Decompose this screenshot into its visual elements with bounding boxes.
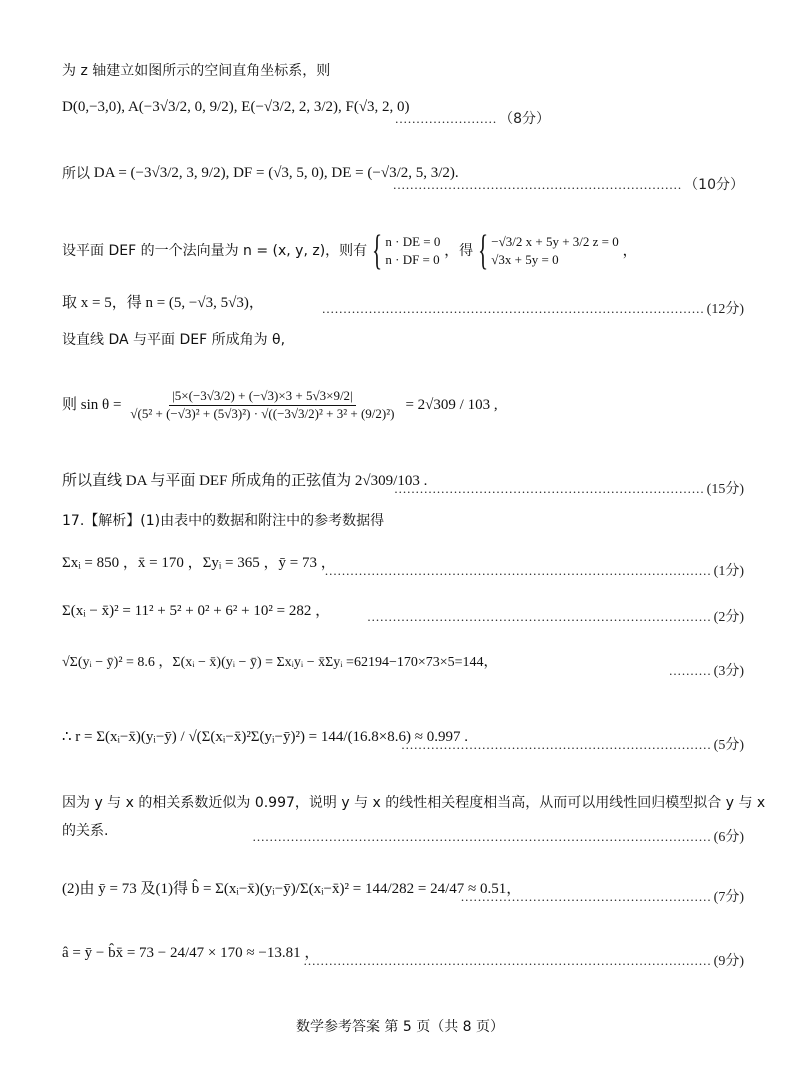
normal-system-2 (491, 233, 618, 268)
corr-text2: 的关系. (62, 823, 109, 839)
normal-sys2a: −√3/2 x + 5y + 3/2 z = 0 (491, 234, 619, 250)
sin-fraction (127, 389, 397, 421)
normal-sys2b: √3x + 5y = 0 (491, 252, 559, 267)
b-line (62, 882, 521, 897)
score-10-label: （10分） (684, 177, 744, 193)
score-8: ........................ （8分） (395, 111, 550, 127)
left-brace-1: { (372, 228, 383, 274)
sum-xy-line (62, 656, 498, 670)
score-15-label: (15分) (706, 482, 744, 497)
score-8-label: （8分） (499, 111, 550, 127)
score-9: ................................................................................................ (9分) (303, 953, 744, 969)
a-text: â = ȳ − b̂x̄ = 73 − 24/47 × 170 ≈ −13.81 ， (62, 945, 320, 961)
score-5: ......................................................................... (5分) (401, 737, 744, 753)
corr-text: 因为 y 与 x 的相关系数近似为 0.997，说明 y 与 x 的线性相关程度相当高，从而可以用线性回归模型拟合 y 与 x (62, 795, 766, 811)
corr-text-line2 (62, 824, 108, 838)
intro-text (62, 64, 330, 78)
left-brace-2: { (478, 228, 489, 274)
score-1: ........................................................................................... (1分) (324, 563, 744, 579)
score-9-label: (9分) (713, 954, 744, 969)
sin-numerator: |5×(−3√3/2) + (−√3)×3 + 5√3×9/2| (169, 389, 355, 405)
score-3-label: (3分) (713, 664, 744, 679)
sin-result: = 2√309 / 103 , (405, 396, 498, 413)
score-10: .................................................................... （10分） (393, 177, 744, 193)
intro-label: 为 z 轴建立如图所示的空间直角坐标系，则 (62, 63, 331, 79)
score-2-label: (2分) (713, 610, 744, 625)
normal-sys1a: n · DE = 0 (385, 234, 441, 250)
angle-setup (62, 333, 285, 347)
sin-denominator: √(5² + (−√3)² + (5√3)²) · √((−3√3/2)² + 3² + (9/2)²) (130, 405, 395, 421)
a-line (62, 946, 319, 961)
normal-setup: 设平面 DEF 的一个法向量为 n = (x, y, z)，则有 (62, 243, 368, 259)
coords-line (62, 100, 410, 115)
score-3: .......... (3分) (669, 663, 744, 679)
sin-prefix: 则 sin θ = (62, 396, 122, 413)
normal-sys1b: n · DF = 0 (385, 252, 440, 267)
normal-line: 设平面 DEF 的一个法向量为 n = (x, y, z)，则有 { n · DE = 0 n · DF = 0 ， 得 { −√3/2 x + 5y + 3/2 z = 0 √3x + 5y = 0 ， (62, 228, 638, 274)
score-12-label: (12分) (706, 302, 744, 317)
vectors-prefix: 所以 (62, 165, 90, 182)
page-footer (0, 1016, 800, 1036)
score-15: ......................................................................... (15分) (394, 481, 744, 497)
sum-sq-text: Σ(xᵢ − x̄)² = 11² + 5² + 0² + 6² + 10² = 282 ， (62, 603, 331, 619)
score-6: ............................................................................................................ (6分) (252, 829, 744, 845)
q17-heading (62, 514, 384, 528)
corr-text-line (62, 796, 765, 810)
sin-line (62, 370, 498, 440)
r-text: ∴ r = Σ(xᵢ−x̄)(yᵢ−ȳ) / √(Σ(xᵢ−x̄)²Σ(yᵢ−ȳ)²) = 144/(16.8×8.6) ≈ 0.997 . (62, 729, 468, 745)
sum-x-text: Σxᵢ = 850 ，x̄ = 170 ，Σyᵢ = 365 ，ȳ = 73 ， (62, 555, 336, 571)
sum-xy-text: √Σ(yᵢ − ȳ)² = 8.6 ，Σ(xᵢ − x̄)(yᵢ − ȳ) = Σxᵢyᵢ − x̄Σyᵢ =62194−170×73×5=144， (62, 655, 498, 670)
score-7-label: (7分) (713, 890, 744, 905)
take-x-text: 取 x = 5，得 n = (5, −√3, 5√3)， (62, 295, 264, 311)
coords-math: D(0,−3,0), A(−3√3/2, 0, 9/2), E(−√3/2, 2, 3/2), F(√3, 2, 0) (62, 99, 410, 115)
sum-sq-line (62, 604, 330, 619)
b-text: (2)由 ȳ = 73 及(1)得 b̂ = Σ(xᵢ−x̄)(yᵢ−ȳ)/Σ(xᵢ−x̄)² = 144/282 = 24/47 ≈ 0.51， (62, 881, 522, 897)
footer-text: 数学参考答案 第 5 页（共 8 页） (295, 1019, 505, 1035)
vectors-math: DA = (−3√3/2, 3, 9/2), DF = (√3, 5, 0), DE = (−√3/2, 5, 3/2). (93, 165, 459, 181)
normal-system-1 (385, 233, 440, 268)
score-5-label: (5分) (713, 738, 744, 753)
score-1-label: (1分) (713, 564, 744, 579)
score-2: ................................................................................. (2分) (367, 609, 744, 625)
score-6-label: (6分) (713, 830, 744, 845)
take-x-line (62, 296, 264, 311)
score-12: .......................................................................................... (12分) (322, 301, 744, 317)
q17-heading-text: 17.【解析】(1)由表中的数据和附注中的参考数据得 (62, 513, 385, 529)
score-7: ........................................................... (7分) (460, 889, 744, 905)
sin-conclusion-text: 所以直线 DA 与平面 DEF 所成角的正弦值为 2√309/103 . (62, 473, 428, 489)
sin-conclusion (62, 474, 427, 489)
sum-x-line (62, 556, 336, 571)
normal-de: 得 (459, 243, 474, 259)
angle-setup-text: 设直线 DA 与平面 DEF 所成角为 θ, (62, 332, 286, 348)
